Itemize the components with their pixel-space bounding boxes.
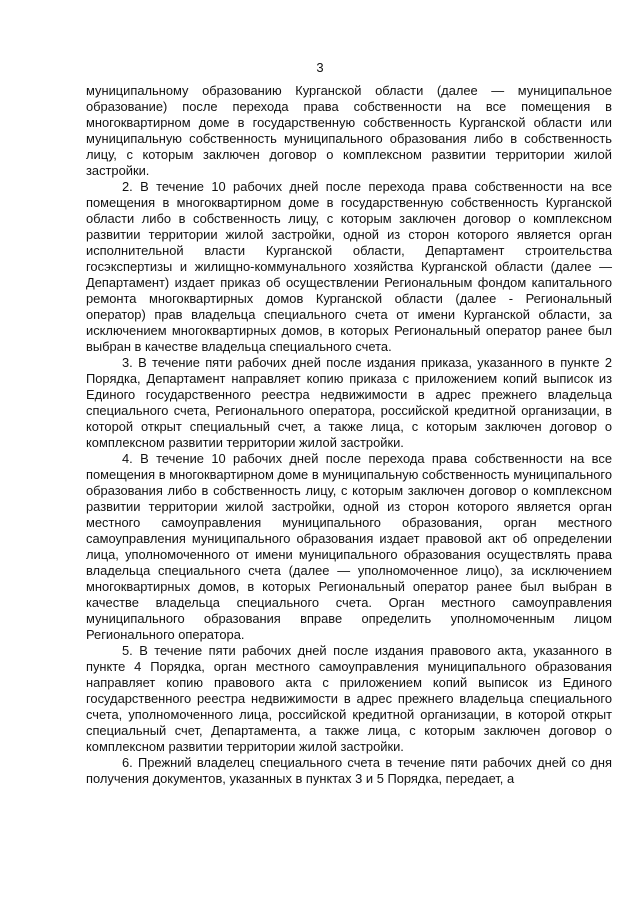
paragraph-item-3: 3. В течение пяти рабочих дней после издания приказа, указанного в пункте 2 Порядка, Департамент направляет копию приказа с приложением копий выписок из Единого государственного реестра недвижимости в адрес прежнего владельца специального счета, Регионального оператора, российской кредитной организации, в которой открыт специальный счет, а также лица, с которым заключен договор о комплексном развитии территории жилой застройки.	[86, 355, 612, 450]
document-body	[86, 83, 612, 787]
paragraph-item-6: 6. Прежний владелец специального счета в течение пяти рабочих дней со дня получения документов, указанных в пунктах 3 и 5 Порядка, передает, а	[86, 755, 612, 786]
page-number: 3	[316, 60, 324, 75]
paragraph-item-4: 4. В течение 10 рабочих дней после перехода права собственности на все помещения в многоквартирном доме в муниципальную собственность муниципального образования либо в собственность лицу, с которым заключен договор о комплексном развитии территории жилой застройки, одной из сторон которого является орган местного самоуправления муниципального образования, орган местного самоуправления муниципального образования издает правовой акт об определении лица, уполномоченного от имени муниципального образования осуществлять права владельца специального счета (далее — уполномоченное лицо), за исключением многоквартирных домов, в которых Региональный оператор ранее был выбран в качестве владельца специального счета. Орган местного самоуправления муниципального образования вправе определить уполномоченным лицом Регионального оператора.	[86, 451, 612, 642]
paragraph-item-2: 2. В течение 10 рабочих дней после перехода права собственности на все помещения в многоквартирном доме в государственную собственность Курганской области либо в собственность лицу, с которым заключен договор о комплексном развитии территории жилой застройки, одной из сторон которого является орган исполнительной власти Курганской области, Департамент строительства госэкспертизы и жилищно-коммунального хозяйства Курганской области (далее — Департамент) издает приказ об осуществлении Региональным фондом капитального ремонта многоквартирных домов Курганской области (далее - Региональный оператор) прав владельца специального счета от имени Курганской области, за исключением многоквартирных домов, в которых Региональный оператор ранее был выбран в качестве владельца специального счета.	[86, 179, 612, 354]
paragraph-continuation: муниципальному образованию Курганской области (далее — муниципальное образование) после перехода права собственности на все помещения в многоквартирном доме в государственную собственность Курганской области или муниципальную собственность муниципального образования либо в собственность лицу, с которым заключен договор о комплексном развитии территории жилой застройки.	[86, 83, 612, 178]
paragraph-item-5: 5. В течение пяти рабочих дней после издания правового акта, указанного в пункте 4 Порядка, орган местного самоуправления муниципального образования направляет копию правового акта с приложением копий выписок из Единого государственного реестра недвижимости в адрес прежнего владельца специального счета, уполномоченного лица, российской кредитной организации, в которой открыт специальный счет, Департамента, а также лица, с которым заключен договор о комплексном развитии территории жилой застройки.	[86, 643, 612, 754]
